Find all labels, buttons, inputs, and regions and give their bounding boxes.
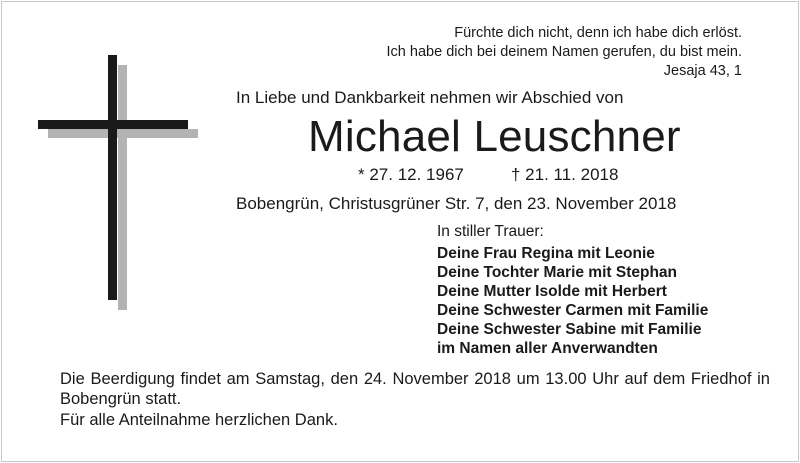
mourner-item: Deine Mutter Isolde mit Herbert bbox=[437, 283, 667, 300]
mourner-item: Deine Schwester Sabine mit Familie bbox=[437, 321, 702, 338]
bible-verse bbox=[387, 24, 742, 81]
farewell-intro: In Liebe und Dankbarkeit nehmen wir Abschied von bbox=[236, 88, 624, 107]
mourner-item: im Namen aller Anverwandten bbox=[437, 340, 658, 357]
thanks-line: Für alle Anteilnahme herzlichen Dank. bbox=[60, 411, 338, 429]
mourner-item: Deine Frau Regina mit Leonie bbox=[437, 245, 655, 262]
mourning-label: In stiller Trauer: bbox=[437, 223, 544, 240]
verse-reference: Jesaja 43, 1 bbox=[663, 63, 742, 79]
cross-vertical-beam bbox=[108, 55, 117, 300]
death-date: † 21. 11. 2018 bbox=[511, 165, 619, 184]
mourners-list bbox=[437, 244, 708, 358]
verse-line-1: Fürchte dich nicht, denn ich habe dich erlöst. bbox=[454, 25, 742, 41]
mourner-item: Deine Schwester Carmen mit Familie bbox=[437, 302, 709, 319]
cross-icon bbox=[38, 50, 208, 315]
place-and-date: Bobengrün, Christusgrüner Str. 7, den 23. November 2018 bbox=[236, 194, 677, 213]
mourner-item: Deine Tochter Marie mit Stephan bbox=[437, 264, 678, 281]
deceased-name: Michael Leuschner bbox=[308, 112, 681, 161]
cross-horizontal-beam bbox=[38, 120, 188, 129]
funeral-notice: Die Beerdigung findet am Samstag, den 24. November 2018 um 13.00 Uhr auf dem Friedhof in Bobengrün statt. bbox=[60, 370, 770, 408]
birth-date: * 27. 12. 1967 bbox=[358, 165, 464, 184]
cross-shadow-vertical bbox=[118, 65, 127, 310]
cross-shadow-horizontal bbox=[48, 129, 198, 138]
verse-line-2: Ich habe dich bei deinem Namen gerufen, du bist mein. bbox=[386, 44, 742, 60]
